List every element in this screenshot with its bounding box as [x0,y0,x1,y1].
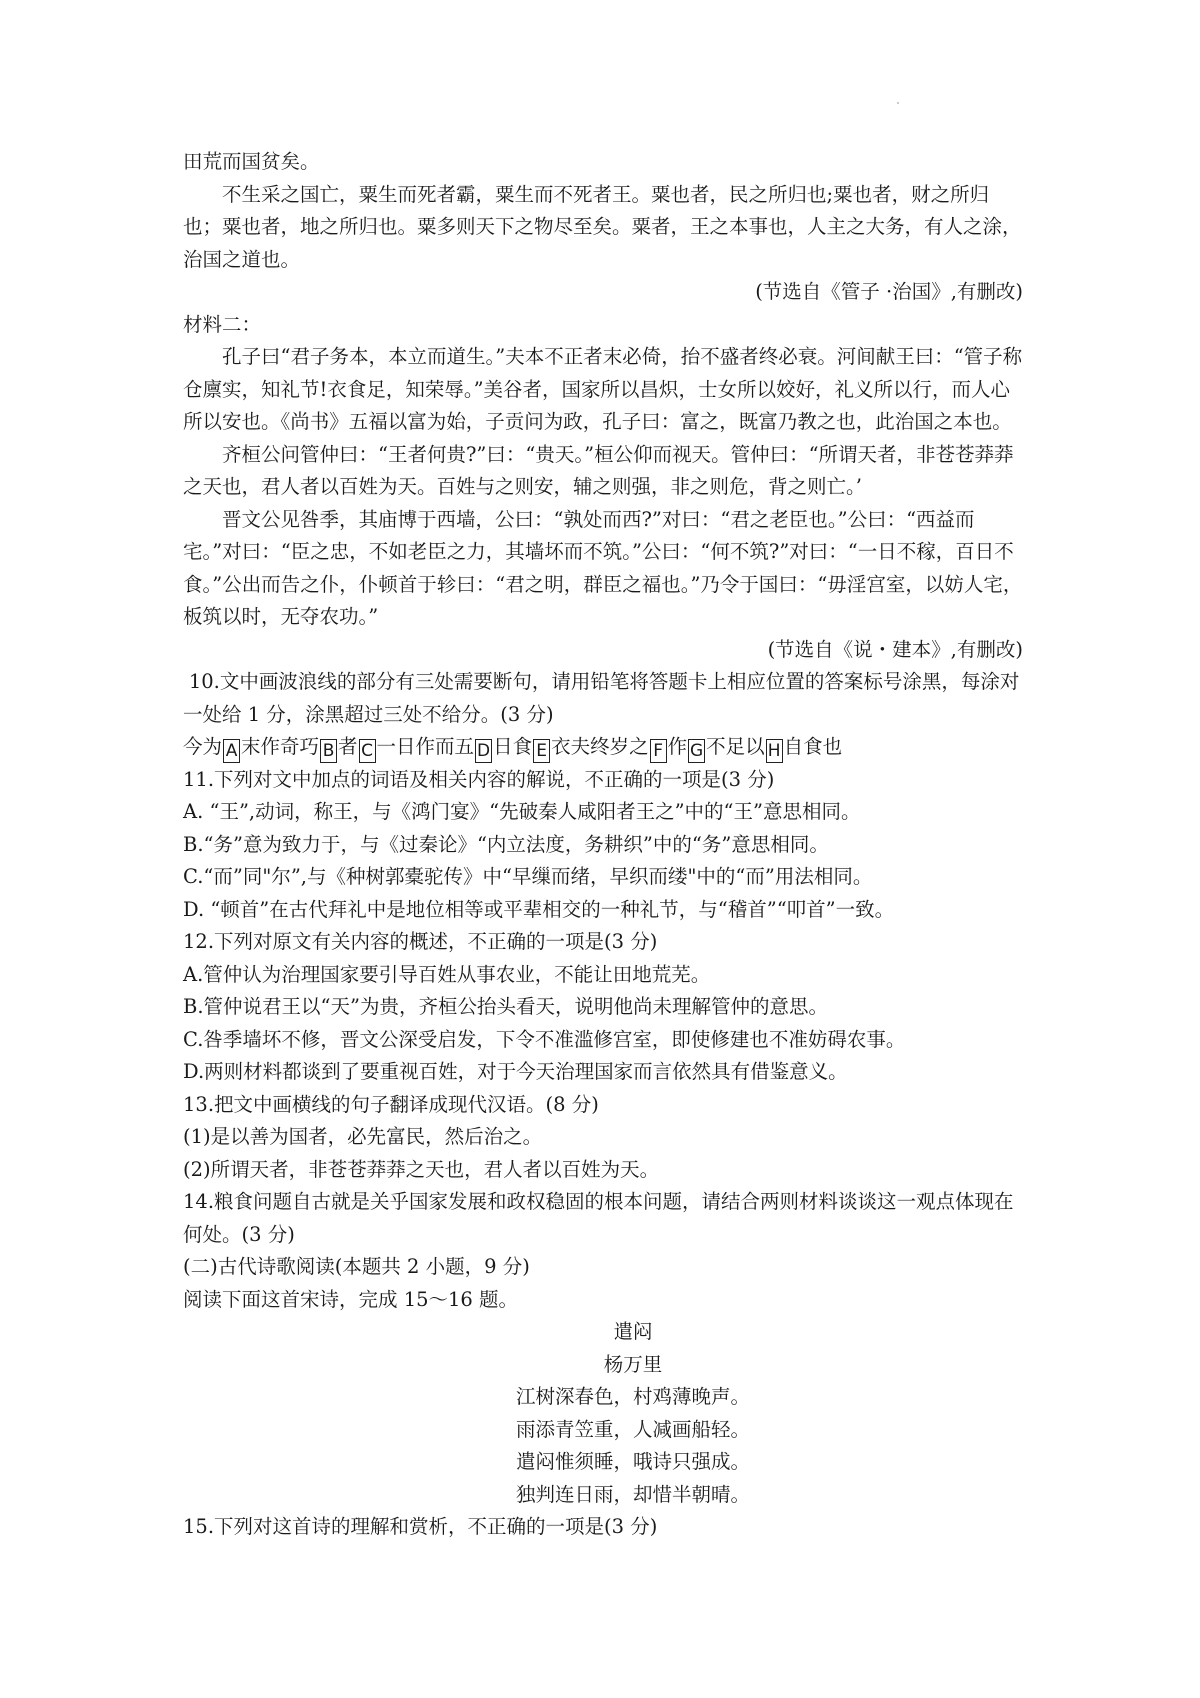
q10-segment: 衣夫终岁之 [551,735,649,758]
section2-title: (二)古代诗歌阅读(本题共 2 小题，9 分) [183,1255,530,1278]
q12-option-b: B.管仲说君王以“天”为贵，齐桓公抬头看天，说明他尚未理解管仲的意思。 [183,995,828,1018]
q10-mark-box[interactable]: E [533,739,550,763]
material2-paragraph-1: 孔子曰“君子务本，本立而道生。”夫本不正者末必倚，抬不盛者终必衰。河间献王曰：“管子称仓廪实，知礼节!衣食足，知荣辱。”美谷者，国家所以昌炽，士女所以姣好，礼义所以行，而人心所以安也。《尚书》五福以富为始，子贡问为政，孔子曰：富之，既富乃教之也，此治国之本也。 [183,345,1023,433]
q11-option-d: D. “顿首”在古代拜礼中是地位相等或平辈相交的一种礼节，与“稽首”“叩首”一致。 [183,897,895,921]
q10-sentence [183,731,1023,764]
q12-stem: 12.下列对原文有关内容的概述，不正确的一项是(3 分) [183,930,658,953]
q15-stem: 15.下列对这首诗的理解和赏析，不正确的一项是(3 分) [183,1515,658,1538]
q13-stem: 13.把文中画横线的句子翻译成现代汉语。(8 分) [183,1092,599,1116]
q11-option-a: A. “王”,动词，称王，与《鸿门宴》“先破秦人咸阳者王之”中的“王”意思相同。 [183,800,861,823]
q11-option-b: B.“务”意为致力于，与《过秦论》“内立法度，务耕织”中的“务”意思相同。 [183,832,829,856]
q12-option-d: D.两则材料都谈到了要重视百姓，对于今天治理国家而言依然具有借鉴意义。 [183,1060,848,1083]
q10-stem: 10.文中画波浪线的部分有三处需要断句，请用铅笔将答题卡上相应位置的答案标号涂黑，每涂对一处给 1 分，涂黑超过三处不给分。(3 分) [183,670,1020,726]
q10-segment: 自食也 [783,735,843,758]
poem-title: 遣闷 [613,1320,653,1343]
q11-stem: 11.下列对文中加点的词语及相关内容的解说，不正确的一项是(3 分) [183,767,775,791]
q10-segment: 末作奇巧 [241,735,320,758]
q10-mark-box[interactable]: D [477,741,491,761]
poem-line: 雨添青笠重，人减画船轻。 [515,1417,750,1441]
section2-intro: 阅读下面这首宋诗，完成 15～16 题。 [183,1287,519,1311]
q13-item-1: (1)是以善为国者，必先富民，然后治之。 [183,1125,543,1148]
scan-speck [897,102,899,104]
material2-paragraph-2: 齐桓公问管仲曰：“王者何贵?”曰：“贵天。”桓公仰而视天。管仲曰：“所谓天者，非苍苍莽莽 之天也，君人者以百姓为天。百姓与之则安，辅之则强，非之则危，背之则亡。’ [183,442,1014,498]
q10-mark-box[interactable]: G [690,741,704,761]
source-note-2: (节选自《说・建本》,有删改) [767,637,1023,661]
material2-label: 材料二： [183,312,262,336]
q10-segment: 日食 [493,735,533,758]
poem-line: 江树深春色，村鸡薄晚声。 [515,1385,750,1408]
q11-option-c: C.“而”同"尔”,与《种树郭橐驼传》中“早缫而绪，早织而缕"中的“而”用法相同。 [183,865,873,888]
poem-line: 遣闷惟须睡，哦诗只强成。 [515,1450,750,1473]
q10-segment: 今为 [183,735,223,758]
q10-mark-box[interactable]: A [223,739,240,763]
poem-line: 独判连日雨，却惜半朝晴。 [515,1482,750,1506]
material2-paragraph-3: 晋文公见咎季，其庙博于西墙，公曰：“孰处而西?”对曰：“君之老臣也。”公曰：“西益而宅。”对曰：“臣之忠，不如老臣之力，其墙坏而不筑。”公曰：“何不筑?”对曰：“一日不稼，百日不食。”公出而告之仆，仆顿首于轸曰：“君之明，群臣之福也。”乃令于国曰：“毋淫宫室，以妨人宅，板筑以时，无夺农功。” [183,507,1023,628]
source-note-1: (节选自《管子 ·治国》,有删改) [755,280,1023,303]
q10-mark-box[interactable]: H [766,739,783,763]
q10-segment: 作 [667,735,688,758]
q10-segment: 者 [338,735,358,758]
poem-author: 杨万里 [603,1352,663,1376]
q14-stem: 14.粮食问题自古就是关乎国家发展和政权稳固的根本问题，请结合两则材料谈谈这一观点体现在何处。(3 分) [183,1190,1014,1246]
q10-mark-box[interactable]: B [320,739,337,763]
page-content [183,146,1023,1544]
passage1-paragraph: 不生采之国亡，粟生而死者霸，粟生而不死者王。粟也者，民之所归也;粟也者，财之所归也；粟也者，地之所归也。粟多则天下之物尽至矣。粟者，王之本事也，人主之大务，有人之涂， 治国之道也。 [183,182,1022,271]
q12-option-a: A.管仲认为治理国家要引导百姓从事农业，不能让田地荒芜。 [183,962,711,986]
q13-item-2: (2)所谓天者，非苍苍莽莽之天也，君人者以百姓为天。 [183,1157,660,1181]
q10-mark-box[interactable]: C [359,739,376,763]
q12-option-c: C.咎季墙坏不修，晋文公深受启发，下令不准滥修宫室，即使修建也不准妨碍农事。 [183,1027,906,1051]
passage1-tail: 田荒而国贫矣。 [183,150,320,173]
q10-segment: 不足以 [706,735,765,758]
q10-mark-box[interactable]: F [650,739,667,763]
q10-segment: 一日作而五 [376,735,475,758]
